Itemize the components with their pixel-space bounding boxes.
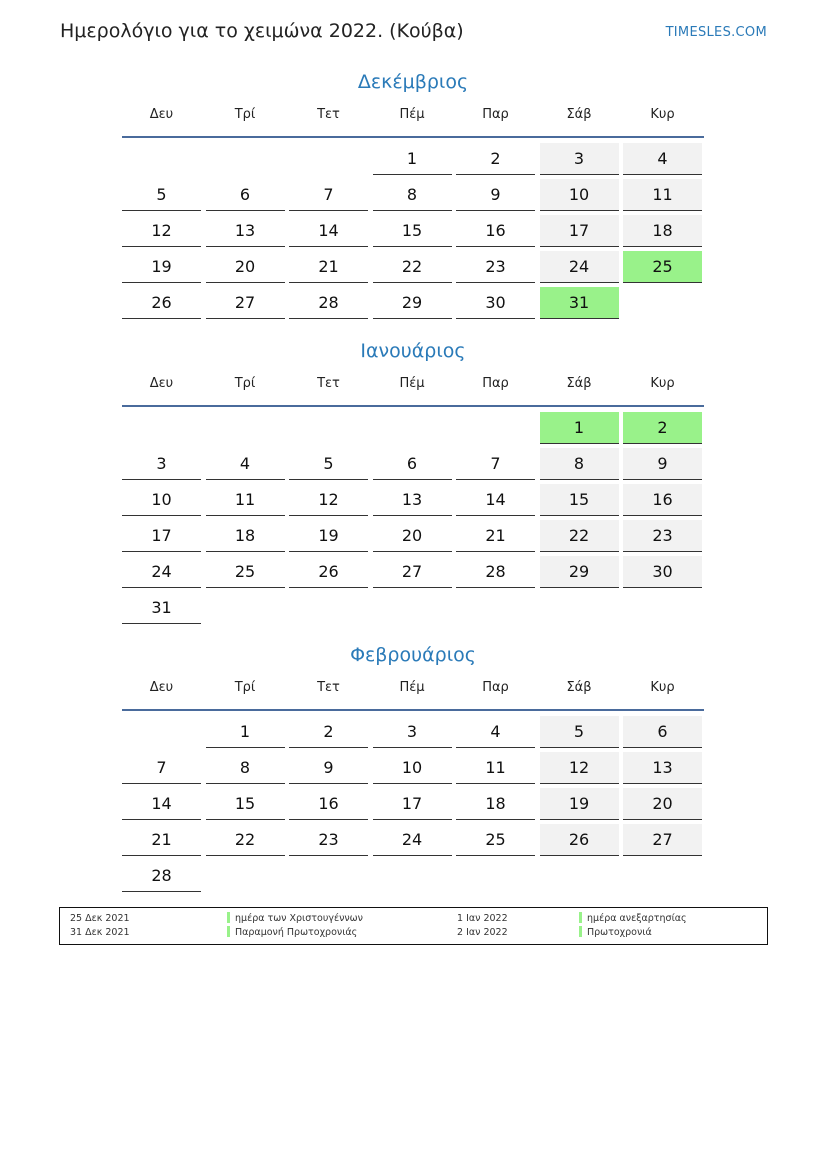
day-cell: 5 <box>122 179 201 211</box>
day-cell: 1 <box>373 143 452 175</box>
weekday-header <box>122 675 704 711</box>
weekday-label: Δευ <box>149 376 174 391</box>
empty-cell <box>122 716 201 748</box>
weekday-label: Σάβ <box>566 107 592 122</box>
day-cell: 30 <box>456 287 535 319</box>
empty-cell <box>206 412 285 444</box>
day-grid <box>122 716 704 892</box>
weekday-label: Κυρ <box>650 680 675 695</box>
legend-date: 31 Δεκ 2021 <box>70 927 130 938</box>
day-cell: 1 <box>206 716 285 748</box>
day-cell: 19 <box>540 788 619 820</box>
day-cell: 4 <box>456 716 535 748</box>
month-calendar <box>122 337 704 624</box>
day-cell: 10 <box>122 484 201 516</box>
day-cell: 21 <box>122 824 201 856</box>
weekday-label: Τρί <box>234 680 256 695</box>
day-cell: 16 <box>456 215 535 247</box>
legend-date: 2 Ιαν 2022 <box>457 927 508 938</box>
day-cell: 18 <box>623 215 702 247</box>
day-cell: 23 <box>289 824 368 856</box>
weekday-label: Πέμ <box>399 680 425 695</box>
day-cell: 18 <box>206 520 285 552</box>
day-cell: 29 <box>540 556 619 588</box>
day-cell: 2 <box>456 143 535 175</box>
day-cell: 15 <box>206 788 285 820</box>
day-cell: 29 <box>373 287 452 319</box>
empty-cell <box>373 412 452 444</box>
day-cell: 6 <box>206 179 285 211</box>
legend-holiday <box>227 926 357 939</box>
day-cell: 15 <box>373 215 452 247</box>
day-cell: 9 <box>289 752 368 784</box>
day-cell: 22 <box>540 520 619 552</box>
day-cell: 14 <box>456 484 535 516</box>
day-cell: 6 <box>373 448 452 480</box>
day-cell: 24 <box>122 556 201 588</box>
day-cell: 19 <box>122 251 201 283</box>
day-cell: 24 <box>540 251 619 283</box>
empty-cell <box>122 412 201 444</box>
month-calendar <box>122 68 704 319</box>
weekday-label: Δευ <box>149 107 174 122</box>
day-cell: 20 <box>206 251 285 283</box>
day-cell: 12 <box>540 752 619 784</box>
weekday-label: Σάβ <box>566 680 592 695</box>
day-cell: 9 <box>456 179 535 211</box>
day-cell: 4 <box>623 143 702 175</box>
day-cell: 26 <box>540 824 619 856</box>
legend-holiday-name: Πρωτοχρονιά <box>587 927 652 938</box>
legend-date: 1 Ιαν 2022 <box>457 913 508 924</box>
day-cell: 26 <box>289 556 368 588</box>
legend-holiday-name: ημέρα ανεξαρτησίας <box>587 913 687 924</box>
day-cell: 23 <box>456 251 535 283</box>
empty-cell <box>206 143 285 175</box>
legend-holiday-name: Παραμονή Πρωτοχρονιάς <box>235 927 358 938</box>
day-cell: 3 <box>122 448 201 480</box>
weekday-label: Τρί <box>234 107 256 122</box>
day-cell: 28 <box>122 860 201 892</box>
day-cell: 17 <box>373 788 452 820</box>
day-cell: 7 <box>122 752 201 784</box>
day-cell: 14 <box>289 215 368 247</box>
day-cell: 25 <box>456 824 535 856</box>
month-title: Δεκέμβριος <box>357 71 469 93</box>
day-cell: 26 <box>122 287 201 319</box>
weekday-label: Παρ <box>482 680 509 695</box>
day-cell: 5 <box>289 448 368 480</box>
day-cell: 12 <box>289 484 368 516</box>
weekday-label: Παρ <box>482 107 509 122</box>
day-cell: 8 <box>540 448 619 480</box>
legend-date: 25 Δεκ 2021 <box>70 913 130 924</box>
day-cell: 21 <box>456 520 535 552</box>
day-cell: 5 <box>540 716 619 748</box>
month-title: Ιανουάριος <box>360 340 466 362</box>
day-cell: 17 <box>540 215 619 247</box>
holiday-legend <box>59 907 768 945</box>
day-cell: 28 <box>289 287 368 319</box>
weekday-header <box>122 371 704 407</box>
day-cell: 7 <box>289 179 368 211</box>
weekday-label: Κυρ <box>650 107 675 122</box>
day-cell: 8 <box>206 752 285 784</box>
legend-holiday <box>579 912 687 925</box>
weekday-label: Πέμ <box>399 376 425 391</box>
day-cell: 22 <box>206 824 285 856</box>
weekday-label: Τετ <box>317 376 340 391</box>
weekday-label: Παρ <box>482 376 509 391</box>
empty-cell <box>289 143 368 175</box>
holiday-marker <box>579 926 582 937</box>
weekday-label: Πέμ <box>399 107 425 122</box>
day-cell: 28 <box>456 556 535 588</box>
day-cell: 23 <box>623 520 702 552</box>
day-cell: 21 <box>289 251 368 283</box>
day-cell: 3 <box>373 716 452 748</box>
empty-cell <box>122 143 201 175</box>
day-cell: 13 <box>623 752 702 784</box>
month-calendar <box>122 641 704 892</box>
day-cell: 12 <box>122 215 201 247</box>
legend-holiday <box>579 926 652 939</box>
weekday-header <box>122 102 704 138</box>
legend-holiday-name: ημέρα των Χριστουγέννων <box>235 913 363 924</box>
day-cell: 13 <box>206 215 285 247</box>
day-cell: 8 <box>373 179 452 211</box>
weekday-label: Τρί <box>234 376 256 391</box>
day-cell: 18 <box>456 788 535 820</box>
day-cell: 2 <box>289 716 368 748</box>
day-cell: 27 <box>206 287 285 319</box>
day-cell: 10 <box>373 752 452 784</box>
day-cell: 15 <box>540 484 619 516</box>
holiday-marker <box>227 926 230 937</box>
day-cell: 7 <box>456 448 535 480</box>
day-cell: 20 <box>623 788 702 820</box>
day-cell: 2 <box>623 412 702 444</box>
day-cell: 11 <box>623 179 702 211</box>
empty-cell <box>456 412 535 444</box>
day-cell: 3 <box>540 143 619 175</box>
day-cell: 27 <box>373 556 452 588</box>
weekday-label: Δευ <box>149 680 174 695</box>
day-cell: 13 <box>373 484 452 516</box>
weekday-label: Τετ <box>317 680 340 695</box>
day-cell: 25 <box>206 556 285 588</box>
day-cell: 6 <box>623 716 702 748</box>
weekday-label: Σάβ <box>566 376 592 391</box>
day-cell: 4 <box>206 448 285 480</box>
legend-holiday <box>227 912 363 925</box>
day-cell: 25 <box>623 251 702 283</box>
day-cell: 10 <box>540 179 619 211</box>
day-cell: 19 <box>289 520 368 552</box>
day-cell: 11 <box>206 484 285 516</box>
day-cell: 24 <box>373 824 452 856</box>
empty-cell <box>289 412 368 444</box>
day-cell: 31 <box>122 592 201 624</box>
day-cell: 11 <box>456 752 535 784</box>
holiday-marker <box>579 912 582 923</box>
weekday-label: Κυρ <box>650 376 675 391</box>
day-cell: 20 <box>373 520 452 552</box>
weekday-label: Τετ <box>317 107 340 122</box>
page-title: Ημερολόγιο για το χειμώνα 2022. (Κούβα) <box>60 20 464 42</box>
site-brand[interactable]: TIMESLES.COM <box>665 25 767 40</box>
day-cell: 27 <box>623 824 702 856</box>
day-cell: 9 <box>623 448 702 480</box>
holiday-marker <box>227 912 230 923</box>
day-cell: 31 <box>540 287 619 319</box>
day-cell: 30 <box>623 556 702 588</box>
day-cell: 14 <box>122 788 201 820</box>
day-cell: 1 <box>540 412 619 444</box>
month-title: Φεβρουάριος <box>350 644 476 666</box>
day-cell: 22 <box>373 251 452 283</box>
day-grid <box>122 412 704 624</box>
day-cell: 17 <box>122 520 201 552</box>
day-cell: 16 <box>289 788 368 820</box>
day-grid <box>122 143 704 319</box>
day-cell: 16 <box>623 484 702 516</box>
